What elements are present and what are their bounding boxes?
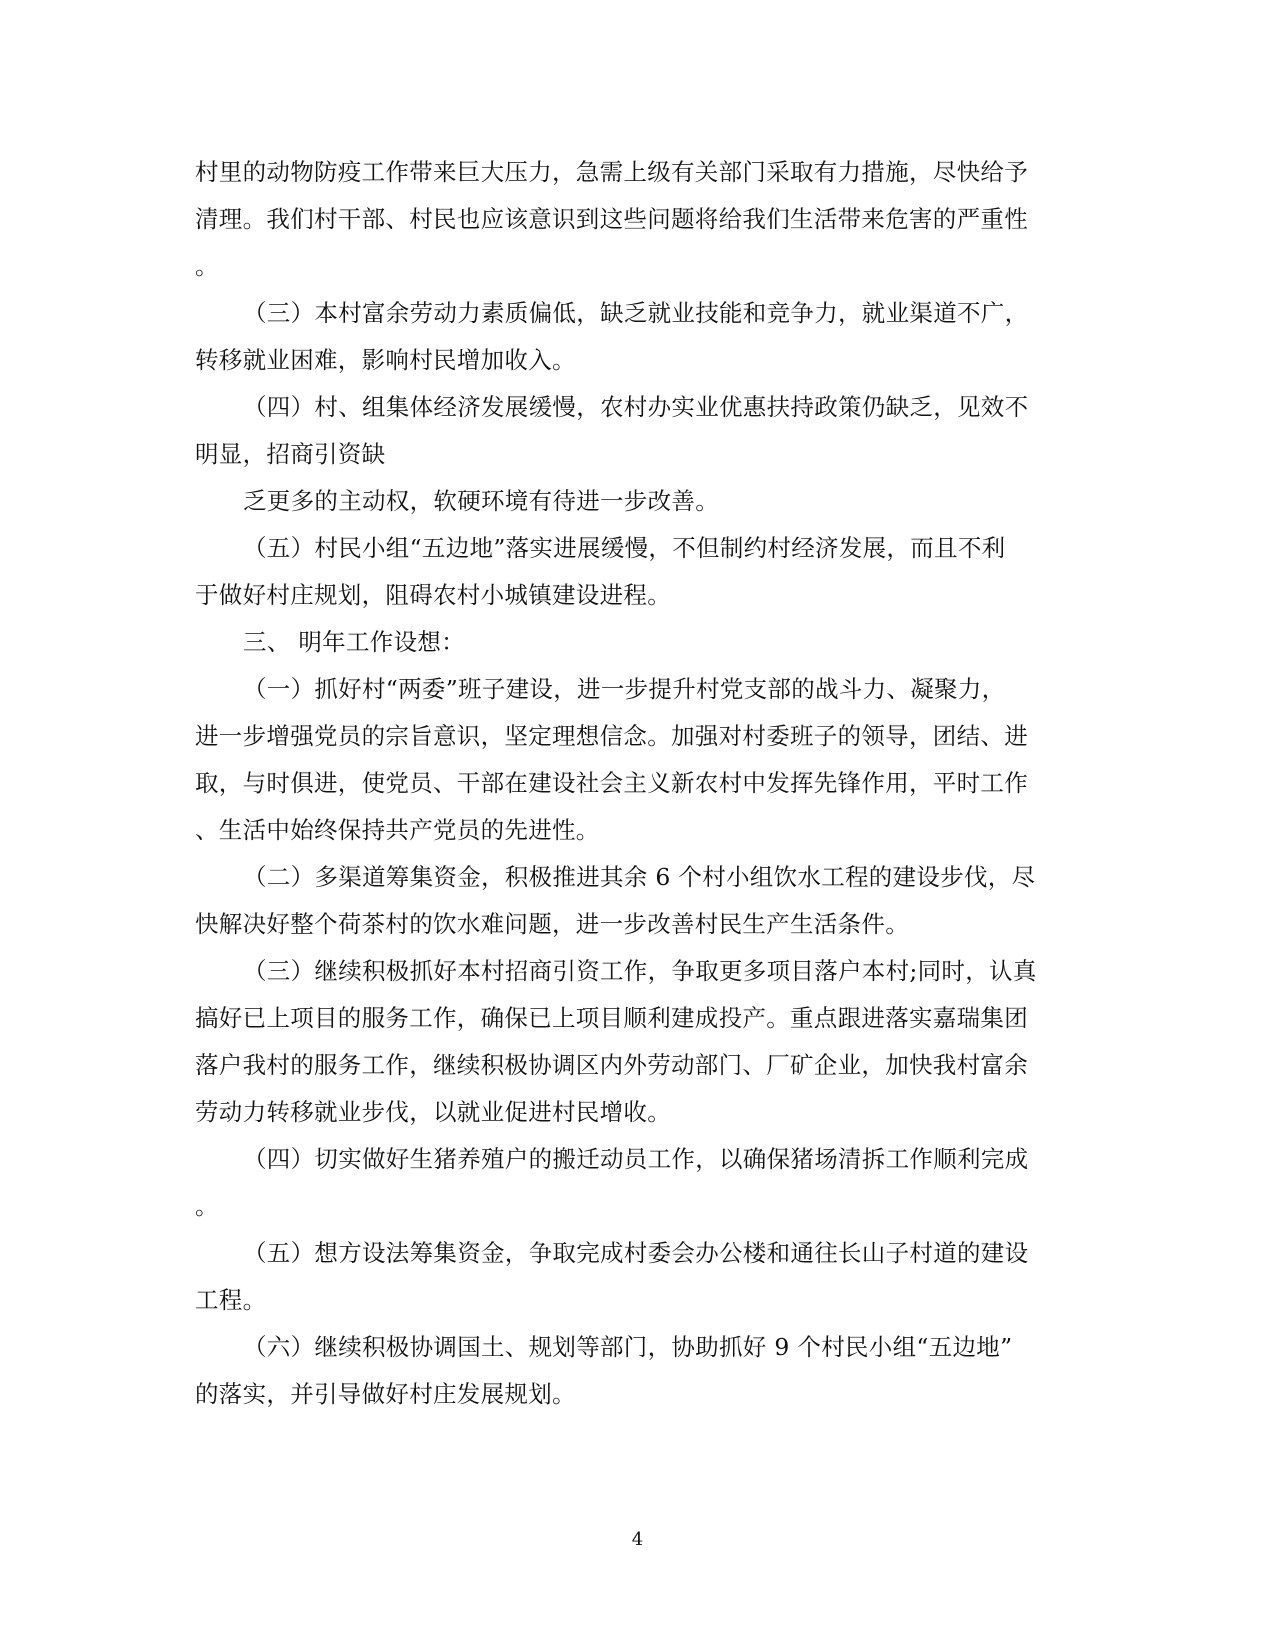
text-line: 工程。 [195,1286,267,1314]
text-line: 快解决好整个荷茶村的饮水难问题，进一步改善村民生产生活条件。 [195,910,909,938]
text-line: （六）继续积极协调国土、规划等部门，协助抓好 9 个村民小组“五边地” [243,1333,1013,1361]
text-line: 劳动力转移就业步伐，以就业促进村民增收。 [195,1098,671,1126]
text-line: （五）村民小组“五边地”落实进展缓慢，不但制约村经济发展，而且不利 [243,534,1006,562]
text-line: 落户我村的服务工作，继续积极协调区内外劳动部门、厂矿企业，加快我村富余 [195,1051,1028,1079]
text-line: 于做好村庄规划，阻碍农村小城镇建设进程。 [195,581,671,609]
text-line: 、生活中始终保持共产党员的先进性。 [195,816,600,844]
text-line: 。 [195,252,219,280]
text-line: （三）继续积极抓好本村招商引资工作，争取更多项目落户本村;同时，认真 [243,957,1037,985]
text-line: 的落实，并引导做好村庄发展规划。 [195,1380,576,1408]
text-line: 清理。我们村干部、村民也应该意识到这些问题将给我们生活带来危害的严重性 [195,205,1028,233]
text-line: 取，与时俱进，使党员、干部在建设社会主义新农村中发挥先锋作用，平时工作 [195,769,1028,797]
text-line: （五）想方设法筹集资金，争取完成村委会办公楼和通往长山子村道的建设 [243,1239,1029,1267]
text-line: （四）村、组集体经济发展缓慢，农村办实业优惠扶持政策仍缺乏，见效不 [243,393,1029,421]
text-line: 。 [195,1192,219,1220]
text-line: 村里的动物防疫工作带来巨大压力，急需上级有关部门采取有力措施，尽快给予 [195,158,1028,186]
text-line: 搞好已上项目的服务工作，确保已上项目顺利建成投产。重点跟进落实嘉瑞集团 [195,1004,1028,1032]
text-line: （四）切实做好生猪养殖户的搬迁动员工作，以确保猪场清拆工作顺利完成 [243,1145,1029,1173]
text-line: （二）多渠道筹集资金，积极推进其余 6 个村小组饮水工程的建设步伐，尽 [243,863,1036,891]
section-heading: 三、 明年工作设想： [243,628,465,656]
text-line: 明显，招商引资缺 [195,440,386,468]
text-line: 乏更多的主动权，软硬环境有待进一步改善。 [243,487,719,515]
page-number: 4 [631,1529,644,1550]
text-line: 转移就业困难，影响村民增加收入。 [195,346,576,374]
text-line: 进一步增强党员的宗旨意识，坚定理想信念。加强对村委班子的领导，团结、进 [195,722,1028,750]
text-line: （三）本村富余劳动力素质偏低，缺乏就业技能和竞争力，就业渠道不广， [243,299,1029,327]
text-line: （一）抓好村“两委”班子建设，进一步提升村党支部的战斗力、凝聚力， [243,675,1006,703]
